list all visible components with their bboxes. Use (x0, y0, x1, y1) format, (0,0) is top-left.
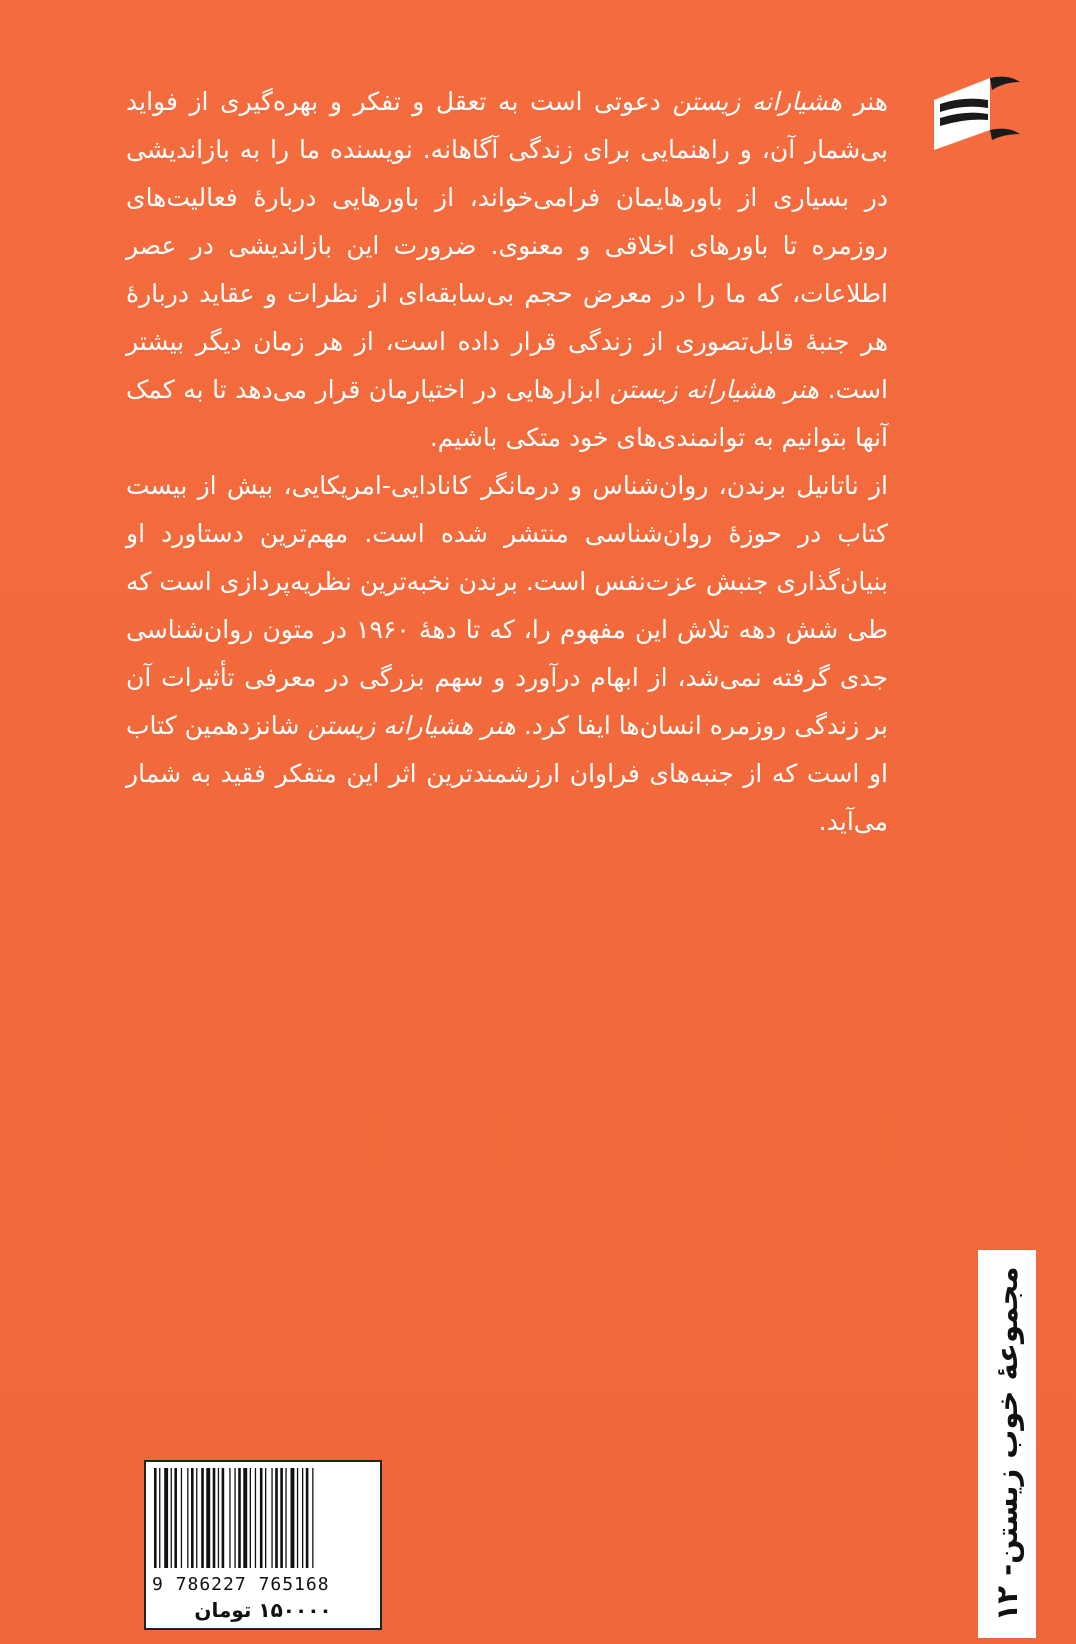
book-title-italic: هنر هشیارانه زیستن (609, 375, 820, 404)
book-description (126, 78, 888, 846)
description-paragraph-1 (126, 78, 888, 462)
description-text: دعوتی است به تعقل و تفکر و بهره‌گیری از فواید بی‌شمار آن، و راهنمایی برای زندگی آگاهانه. نویسنده ما را به بازاندیشی در بسیاری از باورهایمان فرامی‌خواند، از باورهایی دربارهٔ فعالیت‌های روزمره تا باورهای اخلاقی و معنوی. ضرورت این بازاندیشی در عصر اطلاعات، که ما را در معرض حجم بی‌سابقه‌ای از نظرات و عقاید دربارهٔ هر جنبهٔ قابل‌تصوری از زندگی قرار داده است، از هر زمان دیگر بیشتر است. (126, 87, 888, 404)
barcode-icon (154, 1468, 372, 1568)
series-label-box (978, 1250, 1036, 1638)
description-paragraph-2 (126, 462, 888, 846)
book-title-italic: هنر هشیارانه زیستن (307, 711, 516, 740)
description-text: هنر (841, 87, 888, 116)
publisher-logo-icon (930, 70, 1022, 150)
series-label: مجموعهٔ خوب زیستن- ۱۲ (990, 1266, 1024, 1622)
description-text: از ناتانیل برندن، روان‌شناس و درمانگر کانادایی-امریکایی، بیش از بیست کتاب در حوزهٔ روان‌شناسی منتشر شده است. مهم‌ترین دستاورد او بنیان‌گذاری جنبش عزت‌نفس است. برندن نخبه‌ترین نظریه‌پردازی است که طی شش دهه تلاش این مفهوم را، که تا دههٔ ۱۹۶۰ در متون روان‌شناسی جدی گرفته نمی‌شد، از ابهام درآورد و سهم بزرگی در معرفی تأثیرات آن بر زندگی روزمره انسان‌ها ایفا کرد. (126, 471, 888, 740)
description-text: ابزارهایی در اختیارمان قرار می‌دهد تا به کمک آنها بتوانیم به توانمندی‌های خود متکی باشیم. (126, 375, 888, 452)
price-label: ۱۵۰۰۰۰ تومان (194, 1598, 332, 1622)
book-title-italic: هشیارانه زیستن (672, 87, 842, 116)
isbn-number: 9 786227 765168 (152, 1574, 330, 1595)
barcode-sticker (144, 1460, 382, 1630)
description-text: شانزدهمین کتاب او است که از جنبه‌های فراوان ارزشمندترین اثر این متفکر فقید به شمار می‌آید. (126, 711, 888, 836)
